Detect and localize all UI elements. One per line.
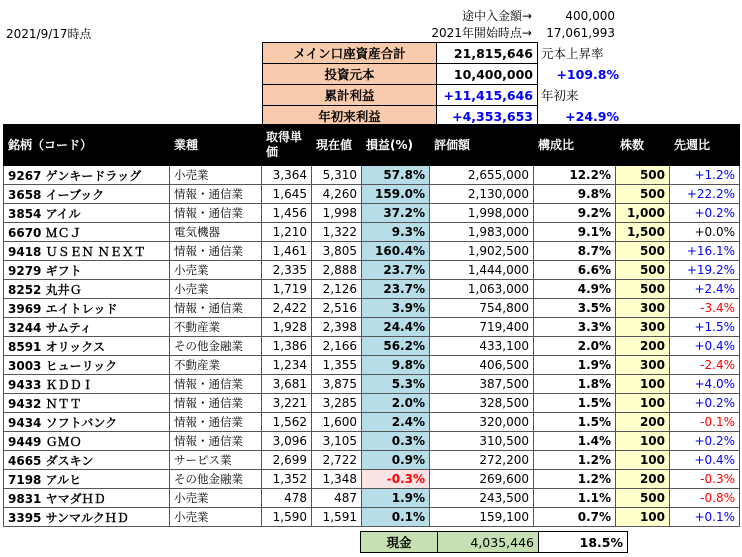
portfolio-share: 9.8% xyxy=(534,185,616,204)
portfolio-share: 1.9% xyxy=(534,356,616,375)
profit-loss-pct: 23.7% xyxy=(362,280,430,299)
stock-name: 9432 ＮＴＴ xyxy=(4,394,170,413)
current-price: 2,888 xyxy=(312,261,362,280)
share-count: 200 xyxy=(616,337,670,356)
week-change: +1.5% xyxy=(670,318,740,337)
market-value: 320,000 xyxy=(430,413,534,432)
stock-name: 7198 アルヒ xyxy=(4,470,170,489)
stock-category: 情報・通信業 xyxy=(170,375,262,394)
cost-price: 1,928 xyxy=(262,318,312,337)
stock-category: 小売業 xyxy=(170,261,262,280)
market-value: 2,130,000 xyxy=(430,185,534,204)
week-change: +16.1% xyxy=(670,242,740,261)
week-change: -2.4% xyxy=(670,356,740,375)
table-row xyxy=(4,432,740,451)
stock-name: 3395 サンマルクＨＤ xyxy=(4,508,170,527)
table-row xyxy=(4,166,740,185)
share-count: 300 xyxy=(616,318,670,337)
summary-row xyxy=(263,64,623,85)
stock-category: 小売業 xyxy=(170,489,262,508)
cost-price: 1,645 xyxy=(262,185,312,204)
stock-name: 9434 ソフトバンク xyxy=(4,413,170,432)
profit-loss-pct: 159.0% xyxy=(362,185,430,204)
market-value: 1,998,000 xyxy=(430,204,534,223)
stock-category: 不動産業 xyxy=(170,356,262,375)
week-change: -0.1% xyxy=(670,413,740,432)
stock-category: 情報・通信業 xyxy=(170,242,262,261)
current-price: 487 xyxy=(312,489,362,508)
cash-share: 18.5% xyxy=(539,532,628,553)
cost-price: 3,221 xyxy=(262,394,312,413)
portfolio-share: 9.1% xyxy=(534,223,616,242)
profit-loss-pct: -0.3% xyxy=(362,470,430,489)
profit-loss-pct: 2.0% xyxy=(362,394,430,413)
table-row xyxy=(4,318,740,337)
cost-price: 1,461 xyxy=(262,242,312,261)
cost-price: 1,386 xyxy=(262,337,312,356)
cost-price: 1,456 xyxy=(262,204,312,223)
market-value: 1,902,500 xyxy=(430,242,534,261)
table-row xyxy=(4,394,740,413)
stock-name: 9267 ゲンキードラッグ xyxy=(4,166,170,185)
table-row xyxy=(4,375,740,394)
profit-loss-pct: 2.4% xyxy=(362,413,430,432)
market-value: 433,100 xyxy=(430,337,534,356)
current-price: 1,600 xyxy=(312,413,362,432)
stock-category: 小売業 xyxy=(170,166,262,185)
week-change: -0.8% xyxy=(670,489,740,508)
share-count: 500 xyxy=(616,185,670,204)
portfolio-share: 1.2% xyxy=(534,451,616,470)
share-count: 200 xyxy=(616,413,670,432)
cash-row xyxy=(361,532,628,553)
cost-price: 3,364 xyxy=(262,166,312,185)
col-header-pl: 損益(%) xyxy=(362,125,430,166)
col-header-category: 業種 xyxy=(170,125,262,166)
stock-category: その他金融業 xyxy=(170,470,262,489)
portfolio-share: 4.9% xyxy=(534,280,616,299)
col-header-price: 現在値 xyxy=(312,125,362,166)
holdings-table xyxy=(3,124,740,527)
stock-name: 8252 丸井Ｇ xyxy=(4,280,170,299)
table-row xyxy=(4,337,740,356)
week-change: +0.2% xyxy=(670,204,740,223)
stock-category: 情報・通信業 xyxy=(170,432,262,451)
stock-name: 3658 イーブック xyxy=(4,185,170,204)
market-value: 406,500 xyxy=(430,356,534,375)
summary-table xyxy=(262,42,622,127)
share-count: 100 xyxy=(616,508,670,527)
current-price: 4,260 xyxy=(312,185,362,204)
profit-loss-pct: 37.2% xyxy=(362,204,430,223)
week-change: +4.0% xyxy=(670,375,740,394)
table-row xyxy=(4,356,740,375)
portfolio-share: 9.2% xyxy=(534,204,616,223)
profit-loss-pct: 0.9% xyxy=(362,451,430,470)
summary-value: 10,400,000 xyxy=(437,64,538,85)
table-row xyxy=(4,280,740,299)
portfolio-share: 1.4% xyxy=(534,432,616,451)
col-header-qty: 株数 xyxy=(616,125,670,166)
share-count: 100 xyxy=(616,375,670,394)
share-count: 100 xyxy=(616,432,670,451)
holdings-body xyxy=(4,166,740,527)
share-count: 1,000 xyxy=(616,204,670,223)
stock-category: 情報・通信業 xyxy=(170,185,262,204)
stock-category: その他金融業 xyxy=(170,337,262,356)
share-count: 500 xyxy=(616,242,670,261)
cost-price: 1,210 xyxy=(262,223,312,242)
header-row xyxy=(4,125,740,166)
market-value: 310,500 xyxy=(430,432,534,451)
share-count: 500 xyxy=(616,280,670,299)
profit-loss-pct: 1.9% xyxy=(362,489,430,508)
col-header-value: 評価額 xyxy=(430,125,534,166)
portfolio-share: 12.2% xyxy=(534,166,616,185)
cost-price: 1,562 xyxy=(262,413,312,432)
portfolio-share: 1.5% xyxy=(534,394,616,413)
stock-name: 4665 ダスキン xyxy=(4,451,170,470)
table-row xyxy=(4,242,740,261)
cost-price: 2,699 xyxy=(262,451,312,470)
summary-ext: +24.9% xyxy=(538,106,623,127)
week-change: -0.3% xyxy=(670,470,740,489)
summary-ext: +109.8% xyxy=(538,64,623,85)
summary-row xyxy=(263,43,623,64)
current-price: 1,348 xyxy=(312,470,362,489)
current-price: 2,516 xyxy=(312,299,362,318)
stock-category: 情報・通信業 xyxy=(170,413,262,432)
cash-value: 4,035,446 xyxy=(438,532,539,553)
market-value: 387,500 xyxy=(430,375,534,394)
week-change: +0.4% xyxy=(670,451,740,470)
share-count: 100 xyxy=(616,394,670,413)
current-price: 2,126 xyxy=(312,280,362,299)
table-row xyxy=(4,185,740,204)
col-header-cost: 取得単価 xyxy=(262,125,312,166)
summary-label: 投資元本 xyxy=(263,64,437,85)
col-header-name: 銘柄（コード） xyxy=(4,125,170,166)
current-price: 2,398 xyxy=(312,318,362,337)
table-row xyxy=(4,223,740,242)
market-value: 159,100 xyxy=(430,508,534,527)
market-value: 243,500 xyxy=(430,489,534,508)
week-change: +1.2% xyxy=(670,166,740,185)
current-price: 2,722 xyxy=(312,451,362,470)
market-value: 719,400 xyxy=(430,318,534,337)
stock-name: 9433 ＫＤＤＩ xyxy=(4,375,170,394)
cash-table xyxy=(360,531,628,553)
stock-category: 電気機器 xyxy=(170,223,262,242)
current-price: 3,805 xyxy=(312,242,362,261)
stock-name: 3969 エイトレッド xyxy=(4,299,170,318)
col-header-share: 構成比 xyxy=(534,125,616,166)
week-change: +0.1% xyxy=(670,508,740,527)
summary-label: 累計利益 xyxy=(263,85,437,106)
summary-value: +4,353,653 xyxy=(437,106,538,127)
market-value: 272,200 xyxy=(430,451,534,470)
profit-loss-pct: 0.1% xyxy=(362,508,430,527)
portfolio-share: 1.8% xyxy=(534,375,616,394)
share-count: 200 xyxy=(616,470,670,489)
stock-category: 小売業 xyxy=(170,280,262,299)
stock-name: 3003 ヒューリック xyxy=(4,356,170,375)
market-value: 2,655,000 xyxy=(430,166,534,185)
table-row xyxy=(4,508,740,527)
summary-label: メイン口座資産合計 xyxy=(263,43,437,64)
table-row xyxy=(4,489,740,508)
market-value: 754,800 xyxy=(430,299,534,318)
portfolio-share: 1.2% xyxy=(534,470,616,489)
stock-category: 小売業 xyxy=(170,508,262,527)
current-price: 1,998 xyxy=(312,204,362,223)
cost-price: 2,422 xyxy=(262,299,312,318)
profit-loss-pct: 9.3% xyxy=(362,223,430,242)
share-count: 300 xyxy=(616,356,670,375)
week-change: +0.2% xyxy=(670,432,740,451)
share-count: 1,500 xyxy=(616,223,670,242)
current-price: 3,285 xyxy=(312,394,362,413)
stock-category: 情報・通信業 xyxy=(170,204,262,223)
deposit-value: 400,000 xyxy=(565,9,615,23)
profit-loss-pct: 160.4% xyxy=(362,242,430,261)
stock-name: 3854 アイル xyxy=(4,204,170,223)
market-value: 328,500 xyxy=(430,394,534,413)
cost-price: 3,096 xyxy=(262,432,312,451)
cost-price: 1,590 xyxy=(262,508,312,527)
as-of-date: 2021/9/17時点 xyxy=(6,27,92,41)
profit-loss-pct: 23.7% xyxy=(362,261,430,280)
table-row xyxy=(4,299,740,318)
stock-category: 情報・通信業 xyxy=(170,299,262,318)
cost-price: 1,352 xyxy=(262,470,312,489)
stock-name: 3244 サムティ xyxy=(4,318,170,337)
profit-loss-pct: 57.8% xyxy=(362,166,430,185)
cost-price: 3,681 xyxy=(262,375,312,394)
summary-label: 年初来利益 xyxy=(263,106,437,127)
stock-category: サービス業 xyxy=(170,451,262,470)
table-row xyxy=(4,204,740,223)
profit-loss-pct: 9.8% xyxy=(362,356,430,375)
profit-loss-pct: 56.2% xyxy=(362,337,430,356)
summary-ext: 元本上昇率 xyxy=(538,43,623,64)
current-price: 1,591 xyxy=(312,508,362,527)
profit-loss-pct: 5.3% xyxy=(362,375,430,394)
start-value: 17,061,993 xyxy=(546,26,615,40)
cost-price: 1,234 xyxy=(262,356,312,375)
week-change: +0.2% xyxy=(670,394,740,413)
profit-loss-pct: 24.4% xyxy=(362,318,430,337)
market-value: 1,983,000 xyxy=(430,223,534,242)
current-price: 1,322 xyxy=(312,223,362,242)
current-price: 2,166 xyxy=(312,337,362,356)
portfolio-share: 2.0% xyxy=(534,337,616,356)
stock-name: 8591 オリックス xyxy=(4,337,170,356)
col-header-week: 先週比 xyxy=(670,125,740,166)
stock-name: 9831 ヤマダＨＤ xyxy=(4,489,170,508)
current-price: 3,105 xyxy=(312,432,362,451)
portfolio-share: 8.7% xyxy=(534,242,616,261)
share-count: 500 xyxy=(616,489,670,508)
current-price: 3,875 xyxy=(312,375,362,394)
week-change: +0.0% xyxy=(670,223,740,242)
stock-name: 9279 ギフト xyxy=(4,261,170,280)
cost-price: 1,719 xyxy=(262,280,312,299)
table-row xyxy=(4,451,740,470)
share-count: 100 xyxy=(616,451,670,470)
summary-value: 21,815,646 xyxy=(437,43,538,64)
stock-category: 情報・通信業 xyxy=(170,394,262,413)
stock-name: 9449 ＧＭＯ xyxy=(4,432,170,451)
week-change: +19.2% xyxy=(670,261,740,280)
portfolio-share: 3.5% xyxy=(534,299,616,318)
table-row xyxy=(4,470,740,489)
deposit-label: 途中入金額→ xyxy=(461,9,532,23)
profit-loss-pct: 0.3% xyxy=(362,432,430,451)
start-label: 2021年開始時点→ xyxy=(431,26,532,40)
market-value: 1,444,000 xyxy=(430,261,534,280)
summary-row xyxy=(263,85,623,106)
portfolio-share: 1.5% xyxy=(534,413,616,432)
week-change: +0.4% xyxy=(670,337,740,356)
cost-price: 2,335 xyxy=(262,261,312,280)
cost-price: 478 xyxy=(262,489,312,508)
market-value: 269,600 xyxy=(430,470,534,489)
market-value: 1,063,000 xyxy=(430,280,534,299)
portfolio-share: 3.3% xyxy=(534,318,616,337)
week-change: +2.4% xyxy=(670,280,740,299)
stock-name: 9418 ＵＳＥＮ ＮＥＸＴ xyxy=(4,242,170,261)
stock-category: 不動産業 xyxy=(170,318,262,337)
summary-ext: 年初来 xyxy=(538,85,623,106)
portfolio-share: 0.7% xyxy=(534,508,616,527)
share-count: 500 xyxy=(616,261,670,280)
profit-loss-pct: 3.9% xyxy=(362,299,430,318)
week-change: +22.2% xyxy=(670,185,740,204)
cash-label: 現金 xyxy=(361,532,438,553)
current-price: 1,355 xyxy=(312,356,362,375)
summary-value: +11,415,646 xyxy=(437,85,538,106)
portfolio-share: 6.6% xyxy=(534,261,616,280)
table-row xyxy=(4,413,740,432)
week-change: -3.4% xyxy=(670,299,740,318)
table-row xyxy=(4,261,740,280)
portfolio-share: 1.1% xyxy=(534,489,616,508)
share-count: 500 xyxy=(616,166,670,185)
stock-name: 6670 ＭＣＪ xyxy=(4,223,170,242)
share-count: 300 xyxy=(616,299,670,318)
current-price: 5,310 xyxy=(312,166,362,185)
